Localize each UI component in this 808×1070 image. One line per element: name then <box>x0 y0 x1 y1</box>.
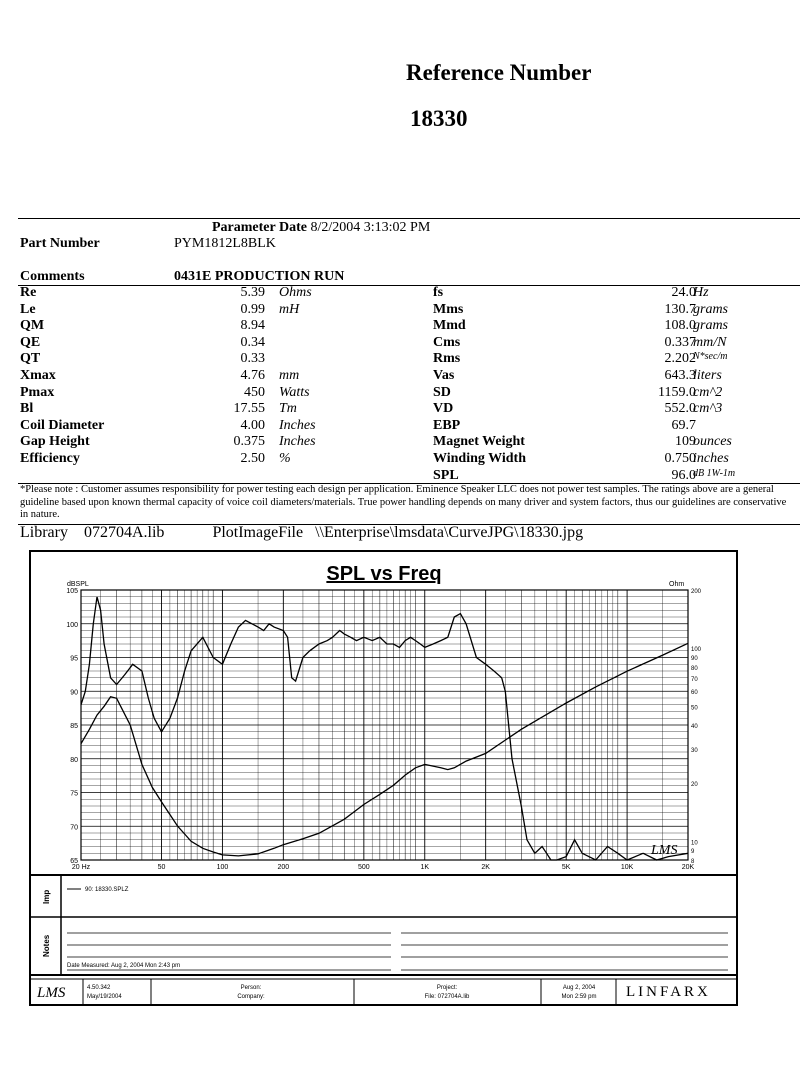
param-label: Efficiency <box>20 450 80 466</box>
param-value: 17.55 <box>233 401 265 417</box>
param-unit: Tm <box>279 401 297 417</box>
param-value: 0.33 <box>240 351 265 367</box>
param-label: Xmax <box>20 367 56 383</box>
param-label: Re <box>20 285 37 300</box>
reference-label: Reference Number <box>406 60 592 85</box>
param-row <box>20 385 790 402</box>
reference-number: 18330 <box>410 106 468 131</box>
param-value: 4.00 <box>240 417 265 433</box>
param-label: Bl <box>20 401 34 417</box>
param-unit: N*sec/m <box>693 351 728 363</box>
param-label: Rms <box>433 351 461 367</box>
y-tick-label: 100 <box>66 621 78 629</box>
param-value: 643.3 <box>664 367 696 383</box>
param-value: 4.76 <box>240 367 265 383</box>
param-unit: ounces <box>693 434 732 450</box>
notes-side-label: Notes <box>42 934 51 957</box>
param-label: EBP <box>433 417 461 433</box>
param-row <box>20 401 790 418</box>
param-label: SD <box>433 384 451 400</box>
param-label: QT <box>20 351 41 367</box>
y2-tick-label: 30 <box>691 748 698 755</box>
library-label: Library <box>20 524 68 541</box>
software-date: May/19/2004 <box>87 994 122 1000</box>
imp-side-label: Imp <box>42 889 51 904</box>
param-value: 450 <box>244 384 265 400</box>
param-value: 0.34 <box>240 334 265 350</box>
param-label: Vas <box>433 367 455 383</box>
imp-legend-entry: 90: 18330.SPLZ <box>85 887 129 893</box>
param-row <box>20 451 790 468</box>
top-divider <box>18 218 800 219</box>
param-label: Gap Height <box>20 434 90 450</box>
print-time: Mon 2:59 pm <box>561 994 597 1000</box>
x-tick-label: 50 <box>157 864 166 871</box>
param-label: Mms <box>433 301 464 317</box>
param-row <box>20 368 790 385</box>
y2-tick-label: 50 <box>691 705 698 712</box>
param-value: 2.202 <box>664 351 696 367</box>
param-value: 24.0 <box>671 285 696 300</box>
param-value: 0.750 <box>664 450 696 466</box>
param-row <box>20 418 790 435</box>
param-label: Winding Width <box>433 450 527 466</box>
param-unit: Watts <box>279 384 310 400</box>
linfarx-brand: LINFARX <box>626 984 711 1000</box>
param-unit: grams <box>693 301 729 317</box>
x-tick-label: 200 <box>277 864 290 871</box>
y-tick-label: 105 <box>66 588 78 595</box>
y-tick-label: 70 <box>70 824 78 832</box>
x-tick-label: 10K <box>620 864 634 871</box>
param-unit: Inches <box>279 434 316 450</box>
date-measured: Date Measured: Aug 2, 2004 Mon 2:43 pm <box>67 963 181 969</box>
param-value: 0.337 <box>664 334 696 350</box>
parameter-date-value: 8/2/2004 3:13:02 PM <box>310 220 431 235</box>
software-version: 4.50.342 <box>87 985 111 991</box>
y-tick-label: 65 <box>70 858 78 865</box>
lms-logo: LMS <box>37 985 66 1001</box>
x-tick-label: 2K <box>481 864 490 871</box>
param-value: 69.7 <box>671 417 696 433</box>
spl-vs-freq-chart <box>31 552 736 1004</box>
part-number-label: Part Number <box>20 236 100 251</box>
x-tick-label: 20 Hz <box>71 864 91 871</box>
param-label: VD <box>433 401 454 417</box>
param-row <box>20 351 790 368</box>
comments-label: Comments <box>20 269 85 284</box>
y2-tick-label: 100 <box>691 647 702 654</box>
param-label: Mmd <box>433 318 466 334</box>
param-unit: inches <box>693 450 729 466</box>
x-tick-label: 500 <box>358 864 370 871</box>
param-value: 2.50 <box>240 450 265 466</box>
param-row <box>20 285 790 302</box>
y2-tick-label: 60 <box>691 689 698 696</box>
param-label: Pmax <box>20 384 55 400</box>
library-file: 072704A.lib <box>83 524 165 541</box>
param-value: 552.0 <box>664 401 696 417</box>
plot-image-path: \\Enterprise\lmsdata\CurveJPG\18330.jpg <box>315 524 584 541</box>
chart-title: SPL vs Freq <box>326 563 442 585</box>
company-label: Company: <box>237 994 265 1000</box>
x-tick-label: 20K <box>681 864 695 871</box>
param-value: 109 <box>675 434 696 450</box>
library-line <box>20 524 583 542</box>
y2-tick-label: 10 <box>691 840 698 847</box>
y2-axis-label: Ohm <box>669 581 685 588</box>
param-unit: Ohms <box>279 285 312 300</box>
y2-tick-label: 9 <box>691 849 695 856</box>
y2-tick-label: 20 <box>691 782 698 789</box>
param-value: 1159.0 <box>658 384 696 400</box>
param-label: SPL <box>433 467 459 483</box>
param-label: QM <box>20 318 45 334</box>
disclaimer-note: *Please note : Customer assumes responsibility for power testing each design per application. Eminence Speaker LLC does not power test samples. The ratings above are a general guideline based upon known thermal capacity of voice coil diameters/materials. True power handling depends on many driver and system factors, thus our guidelines are conservative in nature. <box>20 484 787 520</box>
param-row <box>20 335 790 352</box>
x-tick-label: 5K <box>561 864 571 871</box>
param-unit: mm/N <box>693 334 727 350</box>
y-tick-label: 95 <box>70 655 78 663</box>
person-label: Person: <box>240 985 262 991</box>
y2-tick-label: 80 <box>691 665 698 672</box>
print-date: Aug 2, 2004 <box>562 985 596 991</box>
comments-value: 0431E PRODUCTION RUN <box>174 269 345 284</box>
param-unit: cm^2 <box>693 384 723 400</box>
y-tick-label: 90 <box>70 689 78 697</box>
param-unit: dB 1W-1m <box>693 467 736 479</box>
param-label: fs <box>433 285 444 300</box>
param-unit: liters <box>693 367 722 383</box>
y2-tick-label: 70 <box>691 677 698 684</box>
param-unit: Hz <box>693 285 709 300</box>
part-number-value: PYM1812L8BLK <box>174 236 276 251</box>
y-tick-label: 80 <box>70 756 78 764</box>
parameter-date <box>212 220 430 236</box>
param-label: QE <box>20 334 41 350</box>
plot-image-label: PlotImageFile <box>212 524 304 541</box>
y2-tick-label: 200 <box>691 589 702 595</box>
y2-tick-label: 8 <box>691 859 695 865</box>
param-value: 130.7 <box>664 301 696 317</box>
parameter-date-label: Parameter Date <box>212 220 307 235</box>
param-label: Magnet Weight <box>433 434 525 450</box>
param-unit: mm <box>279 367 300 383</box>
param-value: 0.375 <box>233 434 265 450</box>
project-label: Project: <box>436 985 458 991</box>
y2-tick-label: 40 <box>691 724 698 730</box>
param-row <box>20 302 790 319</box>
param-unit: grams <box>693 318 729 334</box>
x-tick-label: 1K <box>420 864 430 871</box>
y-tick-label: 85 <box>70 723 78 730</box>
file-label: File: 072704A.lib <box>424 994 470 1000</box>
param-unit: Inches <box>279 417 316 433</box>
param-row <box>20 318 790 335</box>
param-label: Coil Diameter <box>20 417 105 433</box>
param-value: 5.39 <box>240 285 265 300</box>
spl-chart-frame <box>29 550 738 1006</box>
param-value: 0.99 <box>240 301 265 317</box>
y2-tick-label: 90 <box>691 655 698 662</box>
param-label: Le <box>20 301 36 317</box>
plot-logo: LMS <box>651 843 678 858</box>
param-value: 108.0 <box>664 318 696 334</box>
spl-curve <box>81 597 688 860</box>
param-unit: cm^3 <box>693 401 723 417</box>
param-value: 96.0 <box>671 467 696 483</box>
param-unit: mH <box>279 301 300 317</box>
x-tick-label: 100 <box>216 864 229 871</box>
y-axis-label: dBSPL <box>67 581 89 588</box>
param-value: 8.94 <box>240 318 265 334</box>
param-row <box>20 434 790 451</box>
param-label: Cms <box>433 334 461 350</box>
param-row <box>20 468 790 485</box>
impedance-curve <box>81 643 688 856</box>
y-tick-label: 75 <box>70 790 78 798</box>
param-unit: % <box>279 450 291 466</box>
parameters-table <box>20 285 790 484</box>
